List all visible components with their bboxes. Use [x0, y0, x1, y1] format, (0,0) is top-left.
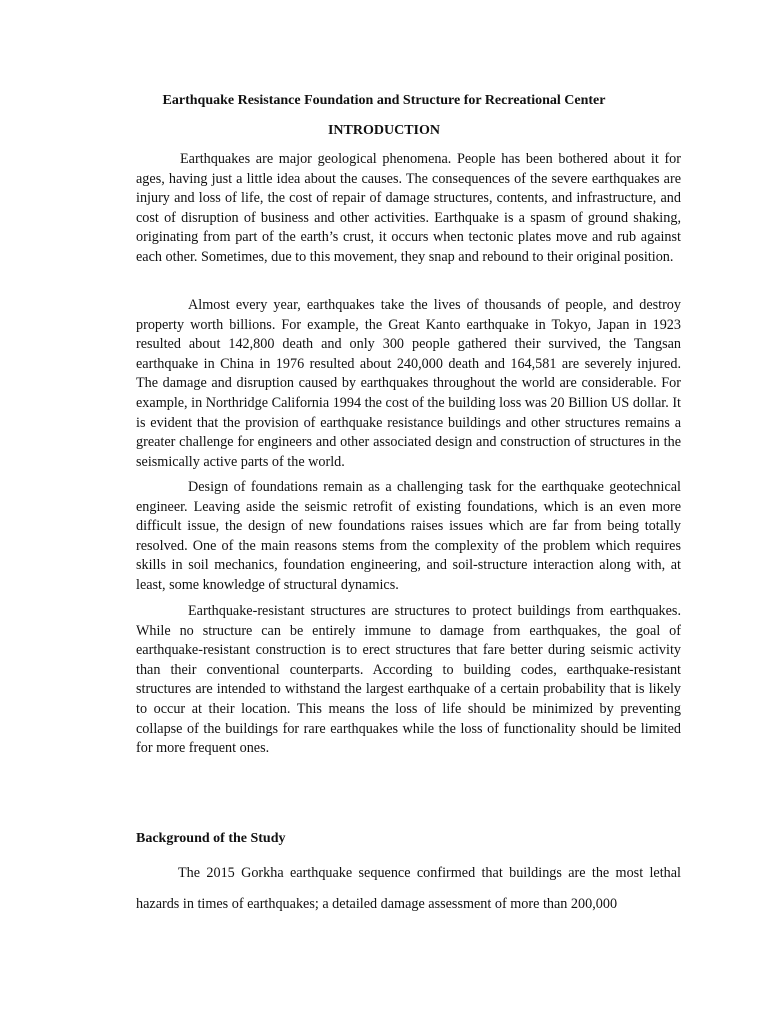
background-heading: Background of the Study [136, 831, 286, 846]
background-paragraph: The 2015 Gorkha earthquake sequence confirmed that buildings are the most lethal hazards in times of earthquakes; a detailed damage assessment of more than 200,000 [136, 865, 681, 912]
introduction-heading: INTRODUCTION [327, 123, 440, 138]
intro-paragraph-3: Design of foundations remain as a challenging task for the earthquake geotechnical engineer. Leaving aside the seismic retrofit of existing foundations, which is an even more difficult issue, the design of new foundations raises issues which are far from being totally resolved. One of the main reasons stems from the complexity of the problem which requires skills in soil mechanics, foundation engineering, and soil-structure interaction along with, at least, some knowledge of structural dynamics. [136, 479, 681, 593]
intro-paragraph-1: Earthquakes are major geological phenomena. People has been bothered about it for ages, having just a little idea about the causes. The consequences of the severe earthquakes are injury and loss of life, the cost of repair of damage structures, contents, and infrastructure, and cost of disruption of business and other activities. Earthquake is a spasm of ground shaking, originating from part of the earth’s crust, it occurs when tectonic plates move and rub against each other. Sometimes, due to this movement, they snap and rebound to their original position. [136, 151, 681, 265]
intro-paragraph-4: Earthquake-resistant structures are structures to protect buildings from earthquakes. While no structure can be entirely immune to damage from earthquakes, the goal of earthquake-resistant construction is to erect structures that fare better during seismic activity than their conventional counterparts. According to building codes, earthquake-resistant structures are intended to withstand the largest earthquake of a certain probability that is likely to occur at their location. This means the loss of life should be minimized by preventing collapse of the buildings for rare earthquakes while the loss of functionality should be limited for more frequent ones. [136, 603, 681, 757]
document-title: Earthquake Resistance Foundation and Structure for Recreational Center [162, 93, 606, 108]
intro-paragraph-2: Almost every year, earthquakes take the lives of thousands of people, and destroy property worth billions. For example, the Great Kanto earthquake in Tokyo, Japan in 1923 resulted about 142,800 death and only 300 people gathered their survived, the Tangsan earthquake in China in 1976 resulted about 240,000 death and 164,581 are severely injured. The damage and disruption caused by earthquakes throughout the world are considerable. For example, in Northridge California 1994 the cost of the building loss was 20 Billion US dollar. It is evident that the provision of earthquake resistance buildings and other structures remains a greater challenge for engineers and other associated design and construction of structures in the seismically active parts of the world. [136, 297, 681, 470]
